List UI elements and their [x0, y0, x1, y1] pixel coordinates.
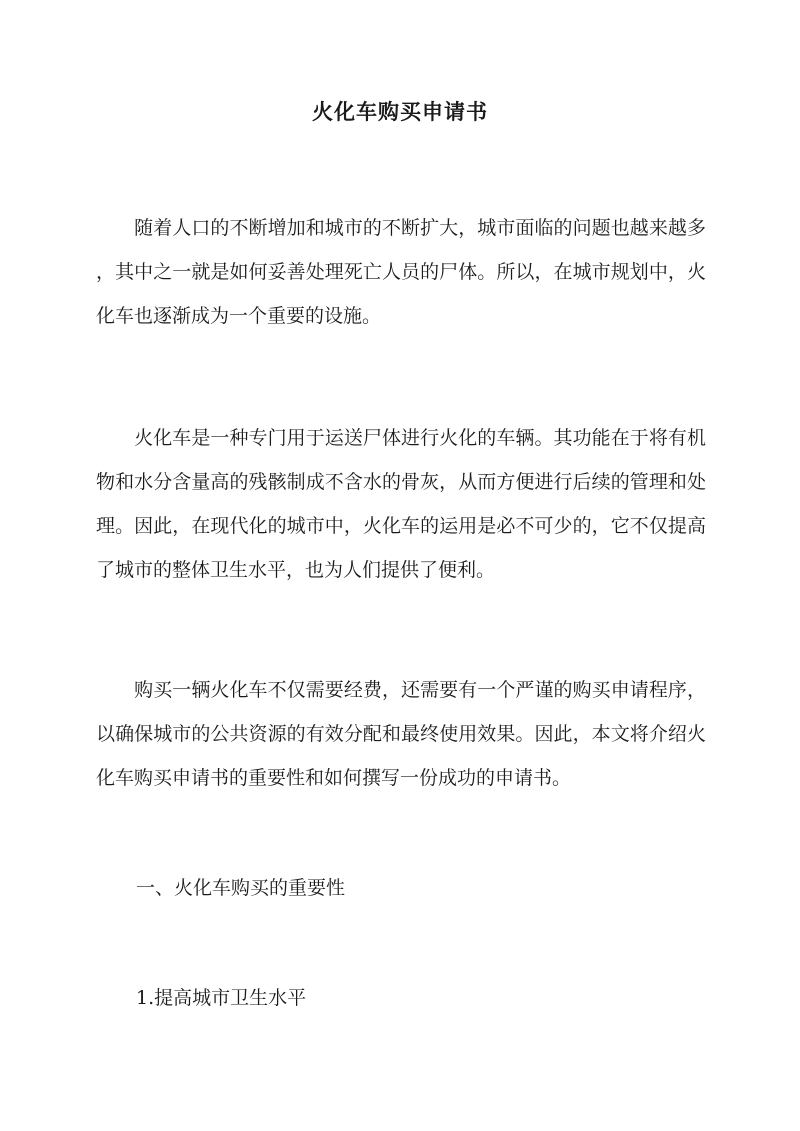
section-heading: 一、火化车购买的重要性 — [136, 877, 346, 899]
paragraph-2 — [96, 416, 706, 592]
subsection-heading: 1.提高城市卫生水平 — [136, 987, 307, 1009]
paragraph-line: 以确保城市的公共资源的有效分配和最终使用效果。因此，本文将介绍火 — [96, 723, 706, 745]
paragraph-line: ，其中之一就是如何妥善处理死亡人员的尸体。所以，在城市规划中，火 — [96, 261, 706, 283]
paragraph-line: 火化车是一种专门用于运送尸体进行火化的车辆。其功能在于将有机 — [96, 427, 706, 449]
paragraph-line: 了城市的整体卫生水平，也为人们提供了便利。 — [96, 559, 496, 581]
paragraph-line: 理。因此，在现代化的城市中，火化车的运用是必不可少的，它不仅提高 — [96, 515, 706, 537]
paragraph-line: 购买一辆火化车不仅需要经费，还需要有一个严谨的购买申请程序， — [96, 679, 706, 701]
paragraph-line: 物和水分含量高的残骸制成不含水的骨灰，从而方便进行后续的管理和处 — [96, 471, 706, 493]
paragraph-line: 随着人口的不断增加和城市的不断扩大，城市面临的问题也越来越多 — [96, 217, 706, 239]
paragraph-3 — [96, 668, 706, 800]
document-title: 火化车购买申请书 — [312, 99, 488, 124]
paragraph-line: 化车也逐渐成为一个重要的设施。 — [96, 305, 382, 327]
paragraph-1 — [96, 206, 706, 338]
paragraph-line: 化车购买申请书的重要性和如何撰写一份成功的申请书。 — [96, 767, 572, 789]
